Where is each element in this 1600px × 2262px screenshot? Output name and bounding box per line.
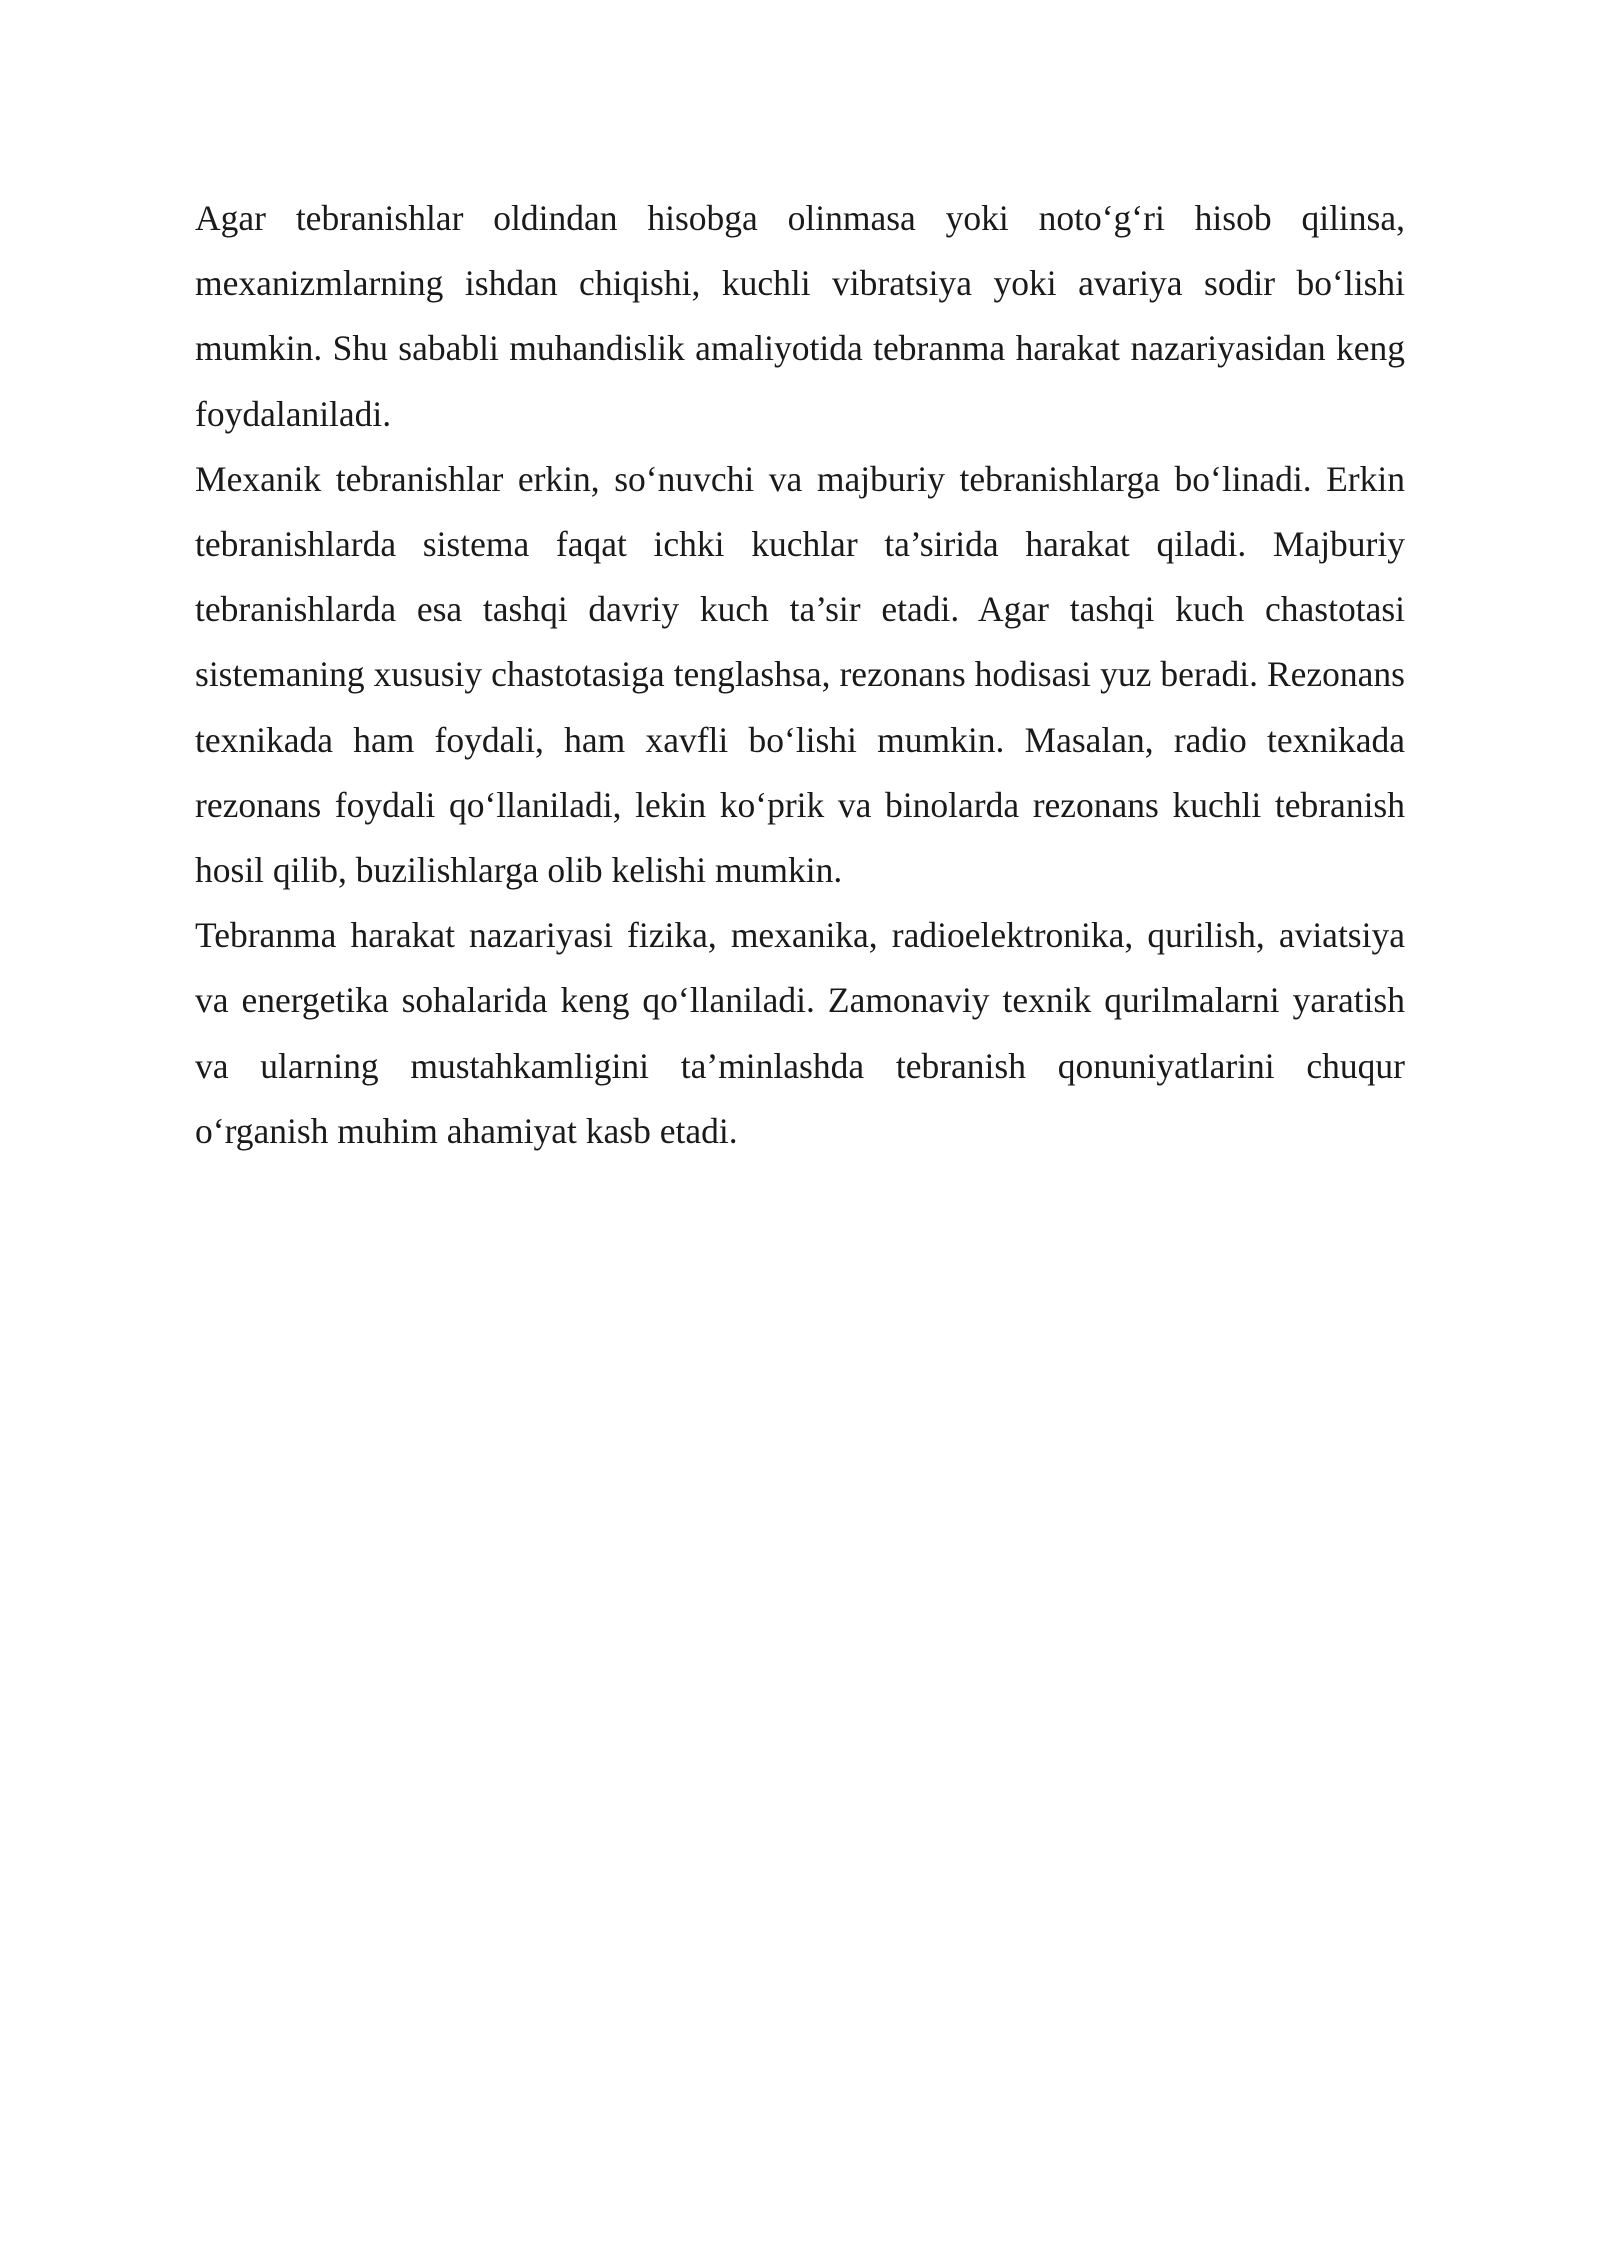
- paragraph-oscillation-types: Mexanik tebranishlar erkin, so‘nuvchi va majburiy tebranishlarga bo‘linadi. Erkin tebranishlarda sistema faqat ichki kuchlar ta’sirida harakat qiladi. Majburiy tebranishlarda esa tashqi davriy kuch ta’sir etadi. Agar tashqi kuch chastotasi sistemaning xususiy chastotasiga tenglashsa, rezonans hodisasi yuz beradi. Rezonans texnikada ham foydali, ham xavfli bo‘lishi mumkin. Masalan, radio texnikada rezonans foydali qo‘llaniladi, lekin ko‘prik va binolarda rezonans kuchli tebranish hosil qilib, buzilishlarga olib kelishi mumkin.: [195, 458, 1405, 891]
- paragraph-applications: Tebranma harakat nazariyasi fizika, mexanika, radioelektronika, qurilish, aviatsiya va energetika sohalarida keng qo‘llaniladi. Zamonaviy texnik qurilmalarni yaratish va ularning mustahkamligini ta’minlashda tebranish qonuniyatlarini chuqur o‘rganish muhim ahamiyat kasb etadi.: [195, 915, 1405, 1151]
- document-body: [195, 186, 1405, 1164]
- paragraph-consequences: Agar tebranishlar oldindan hisobga olinmasa yoki noto‘g‘ri hisob qilinsa, mexanizmlarning ishdan chiqishi, kuchli vibratsiya yoki avariya sodir bo‘lishi mumkin. Shu sababli muhandislik amaliyotida tebranma harakat nazariyasidan keng foydalaniladi.: [195, 198, 1405, 434]
